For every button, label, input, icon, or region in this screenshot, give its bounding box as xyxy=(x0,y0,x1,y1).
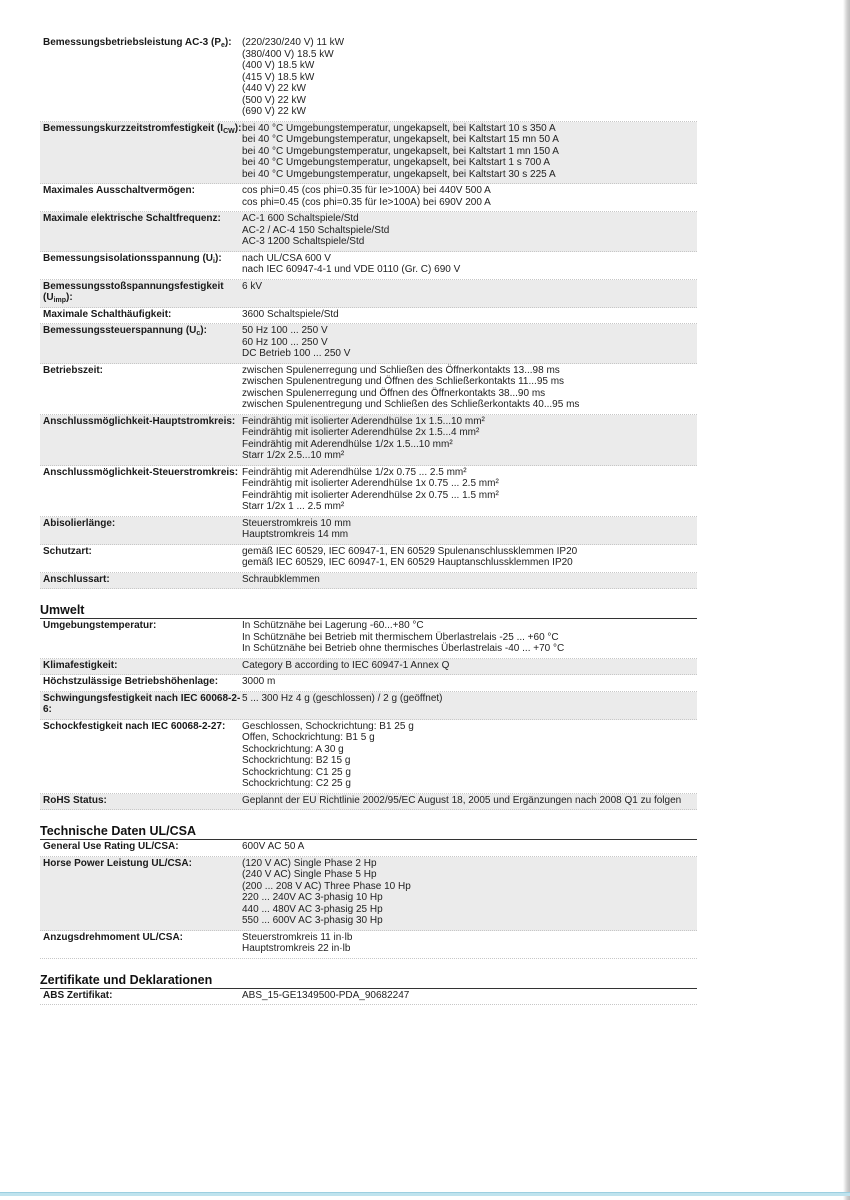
spec-label-suffix: ): xyxy=(224,37,232,48)
spec-row xyxy=(40,36,697,122)
spec-value: Category B according to IEC 60947-1 Annex Q xyxy=(242,659,450,671)
spec-label xyxy=(40,546,242,558)
spec-label xyxy=(40,990,242,1002)
spec-values xyxy=(242,281,697,293)
spec-label xyxy=(40,467,242,479)
spec-label-text: Anschlussart: xyxy=(43,573,110,585)
spec-row xyxy=(40,517,697,545)
spec-value: (240 V AC) Single Phase 5 Hp xyxy=(242,869,377,880)
spec-values xyxy=(242,467,697,513)
spec-values xyxy=(242,365,697,411)
spec-label-subscript: c xyxy=(196,330,201,337)
spec-label xyxy=(40,858,242,870)
spec-value: zwischen Spulenentregung und Schließen des Schließerkontakts 40...95 ms xyxy=(242,399,580,410)
spec-value: AC-1 600 Schaltspiele/Std xyxy=(242,213,359,224)
spec-values xyxy=(242,37,697,118)
spec-value: DC Betrieb 100 ... 250 V xyxy=(242,348,351,359)
page-edge-shadow xyxy=(843,0,850,1200)
spec-row xyxy=(40,184,697,212)
spec-row xyxy=(40,466,697,517)
spec-value: cos phi=0.45 (cos phi=0.35 für Ie>100A) bei 440V 500 A xyxy=(242,185,491,196)
spec-row xyxy=(40,794,697,811)
spec-label-text: Maximale elektrische Schaltfrequenz: xyxy=(43,213,221,224)
spec-section xyxy=(40,36,697,589)
spec-value: 50 Hz 100 ... 250 V xyxy=(242,325,328,336)
page-bottom-border xyxy=(0,1192,850,1196)
spec-value: 440 ... 480V AC 3-phasig 25 Hp xyxy=(242,903,383,915)
spec-label xyxy=(40,37,242,49)
spec-label-suffix: ): xyxy=(66,292,73,303)
spec-value: bei 40 °C Umgebungstemperatur, ungekapselt, bei Kaltstart 10 s 350 A xyxy=(242,122,556,134)
spec-label xyxy=(40,281,242,304)
spec-value: AC-3 1200 Schaltspiele/Std xyxy=(242,236,365,247)
spec-values xyxy=(242,185,697,208)
spec-value: 3600 Schaltspiele/Std xyxy=(242,308,339,320)
spec-value: Feindrähtig mit isolierter Aderendhülse 2x 0.75 ... 1.5 mm² xyxy=(242,489,499,501)
spec-value: bei 40 °C Umgebungstemperatur, ungekapselt, bei Kaltstart 30 s 225 A xyxy=(242,168,556,180)
spec-value: nach UL/CSA 600 V xyxy=(242,252,331,264)
section-title: Umwelt xyxy=(40,603,697,619)
spec-label xyxy=(40,325,242,337)
spec-label-text: RoHS Status: xyxy=(43,794,107,806)
spec-value: ABS_15-GE1349500-PDA_90682247 xyxy=(242,989,410,1001)
spec-value: Hauptstromkreis 22 in·lb xyxy=(242,943,351,954)
spec-label-text: Anschlussmöglichkeit-Steuerstromkreis: xyxy=(43,466,239,478)
spec-value: (440 V) 22 kW xyxy=(242,83,306,94)
spec-value: Schraubklemmen xyxy=(242,573,320,585)
spec-value: (690 V) 22 kW xyxy=(242,106,306,117)
spec-value: (400 V) 18.5 kW xyxy=(242,60,315,71)
spec-row xyxy=(40,675,697,692)
spec-label xyxy=(40,416,242,428)
spec-value: In Schütznähe bei Betrieb mit thermischem Überlastrelais -25 ... +60 °C xyxy=(242,631,559,643)
spec-value: Steuerstromkreis 10 mm xyxy=(242,517,351,529)
spec-value: (200 ... 208 V AC) Three Phase 10 Hp xyxy=(242,880,411,892)
spec-row xyxy=(40,857,697,931)
spec-label-text: Klimafestigkeit: xyxy=(43,659,118,671)
spec-value: Starr 1/2x 2.5...10 mm² xyxy=(242,450,345,461)
spec-label xyxy=(40,932,242,944)
spec-label-text: ABS Zertifikat: xyxy=(43,989,113,1001)
spec-section xyxy=(40,603,697,810)
spec-label-text: Bemessungsbetriebsleistung AC-3 (P xyxy=(43,37,222,48)
spec-value: zwischen Spulenerregung und Öffnen des Öffnerkontakts 38...90 ms xyxy=(242,387,546,399)
spec-label xyxy=(40,795,242,807)
spec-value: (500 V) 22 kW xyxy=(242,94,306,106)
spec-label-text: Betriebszeit: xyxy=(43,364,104,376)
datasheet xyxy=(40,36,697,1005)
spec-value: Feindrähtig mit isolierter Aderendhülse 1x 0.75 ... 2.5 mm² xyxy=(242,478,499,489)
spec-label-text: Umgebungstemperatur: xyxy=(43,620,157,631)
spec-label xyxy=(40,693,242,716)
spec-label-text: Maximales Ausschaltvermögen: xyxy=(43,185,195,196)
section-title: Zertifikate und Deklarationen xyxy=(40,973,697,989)
spec-label xyxy=(40,721,242,733)
spec-value: Offen, Schockrichtung: B1 5 g xyxy=(242,732,375,743)
spec-label-suffix: ): xyxy=(200,325,207,336)
spec-values xyxy=(242,693,697,705)
spec-value: In Schütznähe bei Lagerung -60...+80 °C xyxy=(242,620,424,631)
spec-value: 5 ... 300 Hz 4 g (geschlossen) / 2 g (geöffnet) xyxy=(242,692,443,704)
spec-values xyxy=(242,990,697,1002)
spec-row xyxy=(40,573,697,590)
spec-label xyxy=(40,213,242,225)
spec-row xyxy=(40,280,697,308)
spec-row xyxy=(40,308,697,325)
spec-label-text: Bemessungssteuerspannung (U xyxy=(43,325,197,336)
spec-label-subscript: imp xyxy=(53,297,67,304)
spec-value: zwischen Spulenerregung und Schließen des Öffnerkontakts 13...98 ms xyxy=(242,364,560,376)
spec-value: Feindrähtig mit isolierter Aderendhülse 1x 1.5...10 mm² xyxy=(242,415,485,427)
spec-values xyxy=(242,309,697,321)
spec-label-text: Bemessungsisolationsspannung (U xyxy=(43,252,214,264)
spec-row xyxy=(40,212,697,252)
spec-label-text: Schockfestigkeit nach IEC 60068-2-27: xyxy=(43,720,226,732)
spec-label xyxy=(40,620,242,632)
spec-label xyxy=(40,185,242,197)
spec-value: gemäß IEC 60529, IEC 60947-1, EN 60529 Spulenanschlussklemmen IP20 xyxy=(242,545,578,557)
spec-value: In Schütznähe bei Betrieb ohne thermisches Überlastrelais -40 ... +70 °C xyxy=(242,643,565,654)
spec-values xyxy=(242,123,697,181)
spec-section xyxy=(40,973,697,1006)
spec-values xyxy=(242,518,697,541)
spec-value: Geplannt der EU Richtlinie 2002/95/EC August 18, 2005 und Ergänzungen nach 2008 Q1 zu folgen xyxy=(242,794,682,806)
spec-label xyxy=(40,574,242,586)
spec-row xyxy=(40,692,697,720)
spec-value: Feindrähtig mit isolierter Aderendhülse 2x 1.5...4 mm² xyxy=(242,427,480,438)
spec-label xyxy=(40,123,242,135)
spec-values xyxy=(242,660,697,672)
spec-label-text: Anschlussmöglichkeit-Hauptstromkreis: xyxy=(43,415,236,427)
spec-value: bei 40 °C Umgebungstemperatur, ungekapselt, bei Kaltstart 15 mn 50 A xyxy=(242,134,559,145)
spec-value: (120 V AC) Single Phase 2 Hp xyxy=(242,857,377,869)
spec-values xyxy=(242,253,697,276)
spec-values xyxy=(242,325,697,360)
spec-value: bei 40 °C Umgebungstemperatur, ungekapselt, bei Kaltstart 1 mn 150 A xyxy=(242,145,559,157)
spec-values xyxy=(242,721,697,790)
spec-value: Feindrähtig mit Aderendhülse 1/2x 0.75 ... 2.5 mm² xyxy=(242,466,467,478)
spec-label-text: Anzugsdrehmoment UL/CSA: xyxy=(43,931,183,943)
spec-label xyxy=(40,676,242,688)
spec-value: Hauptstromkreis 14 mm xyxy=(242,529,349,540)
spec-label-text: Schutzart: xyxy=(43,545,92,557)
spec-row xyxy=(40,720,697,794)
spec-row xyxy=(40,545,697,573)
spec-row xyxy=(40,931,697,959)
spec-value: Schockrichtung: B2 15 g xyxy=(242,755,351,766)
spec-value: nach IEC 60947-4-1 und VDE 0110 (Gr. C) 690 V xyxy=(242,264,461,275)
spec-values xyxy=(242,676,697,688)
spec-label-text: Höchstzulässige Betriebshöhenlage: xyxy=(43,676,219,687)
spec-label-text: Bemessungsstoßspannungsfestigkeit (U xyxy=(43,280,224,303)
spec-row xyxy=(40,415,697,466)
spec-value: Schockrichtung: A 30 g xyxy=(242,743,344,755)
spec-value: bei 40 °C Umgebungstemperatur, ungekapselt, bei Kaltstart 1 s 700 A xyxy=(242,157,551,168)
spec-label-text: Abisolierlänge: xyxy=(43,517,116,529)
spec-value: (220/230/240 V) 11 kW xyxy=(242,37,345,48)
spec-label-text: Schwingungsfestigkeit nach IEC 60068-2-6: xyxy=(43,692,241,715)
spec-label xyxy=(40,660,242,672)
spec-row xyxy=(40,324,697,364)
spec-value: 6 kV xyxy=(242,280,263,292)
spec-value: (415 V) 18.5 kW xyxy=(242,71,315,83)
spec-value: Starr 1/2x 1 ... 2.5 mm² xyxy=(242,501,345,512)
spec-row xyxy=(40,122,697,185)
spec-value: zwischen Spulenentregung und Öffnen des Schließerkontakts 11...95 ms xyxy=(242,376,565,387)
spec-value: 550 ... 600V AC 3-phasig 30 Hp xyxy=(242,915,383,926)
spec-value: (380/400 V) 18.5 kW xyxy=(242,48,334,60)
spec-label xyxy=(40,518,242,530)
spec-section xyxy=(40,824,697,959)
spec-value: 3000 m xyxy=(242,676,276,687)
spec-label xyxy=(40,309,242,321)
spec-label-suffix: ): xyxy=(214,252,222,264)
spec-label xyxy=(40,841,242,853)
spec-value: AC-2 / AC-4 150 Schaltspiele/Std xyxy=(242,224,390,236)
spec-value: Schockrichtung: C1 25 g xyxy=(242,766,351,778)
spec-values xyxy=(242,858,697,927)
spec-row xyxy=(40,252,697,280)
spec-value: gemäß IEC 60529, IEC 60947-1, EN 60529 Hauptanschlussklemmen IP20 xyxy=(242,557,573,568)
spec-value: Schockrichtung: C2 25 g xyxy=(242,778,351,789)
spec-value: 60 Hz 100 ... 250 V xyxy=(242,336,328,348)
spec-value: Geschlossen, Schockrichtung: B1 25 g xyxy=(242,720,414,732)
spec-row xyxy=(40,989,697,1006)
spec-label-text: Bemessungskurzzeitstromfestigkeit (I xyxy=(43,122,224,134)
spec-label-subscript: CW xyxy=(223,127,235,135)
spec-label-text: General Use Rating UL/CSA: xyxy=(43,841,179,852)
spec-row xyxy=(40,619,697,659)
spec-row xyxy=(40,659,697,676)
spec-values xyxy=(242,546,697,569)
spec-label xyxy=(40,253,242,265)
spec-label-text: Horse Power Leistung UL/CSA: xyxy=(43,857,192,869)
spec-values xyxy=(242,213,697,248)
spec-label-subscript: i xyxy=(213,257,215,265)
spec-values xyxy=(242,620,697,655)
spec-row xyxy=(40,840,697,857)
spec-label-text: Maximale Schalthäufigkeit: xyxy=(43,308,172,320)
spec-label-subscript: e xyxy=(221,42,225,49)
spec-label-suffix: ): xyxy=(234,122,242,134)
spec-value: Steuerstromkreis 11 in·lb xyxy=(242,931,353,943)
spec-values xyxy=(242,932,697,955)
spec-value: 220 ... 240V AC 3-phasig 10 Hp xyxy=(242,892,383,903)
spec-label xyxy=(40,365,242,377)
spec-value: Feindrähtig mit Aderendhülse 1/2x 1.5...10 mm² xyxy=(242,438,453,450)
spec-values xyxy=(242,416,697,462)
spec-values xyxy=(242,574,697,586)
spec-value: 600V AC 50 A xyxy=(242,841,305,852)
spec-values xyxy=(242,795,697,807)
section-title: Technische Daten UL/CSA xyxy=(40,824,697,840)
spec-row xyxy=(40,364,697,415)
spec-values xyxy=(242,841,697,853)
spec-value: cos phi=0.45 (cos phi=0.35 für Ie>100A) bei 690V 200 A xyxy=(242,196,491,208)
